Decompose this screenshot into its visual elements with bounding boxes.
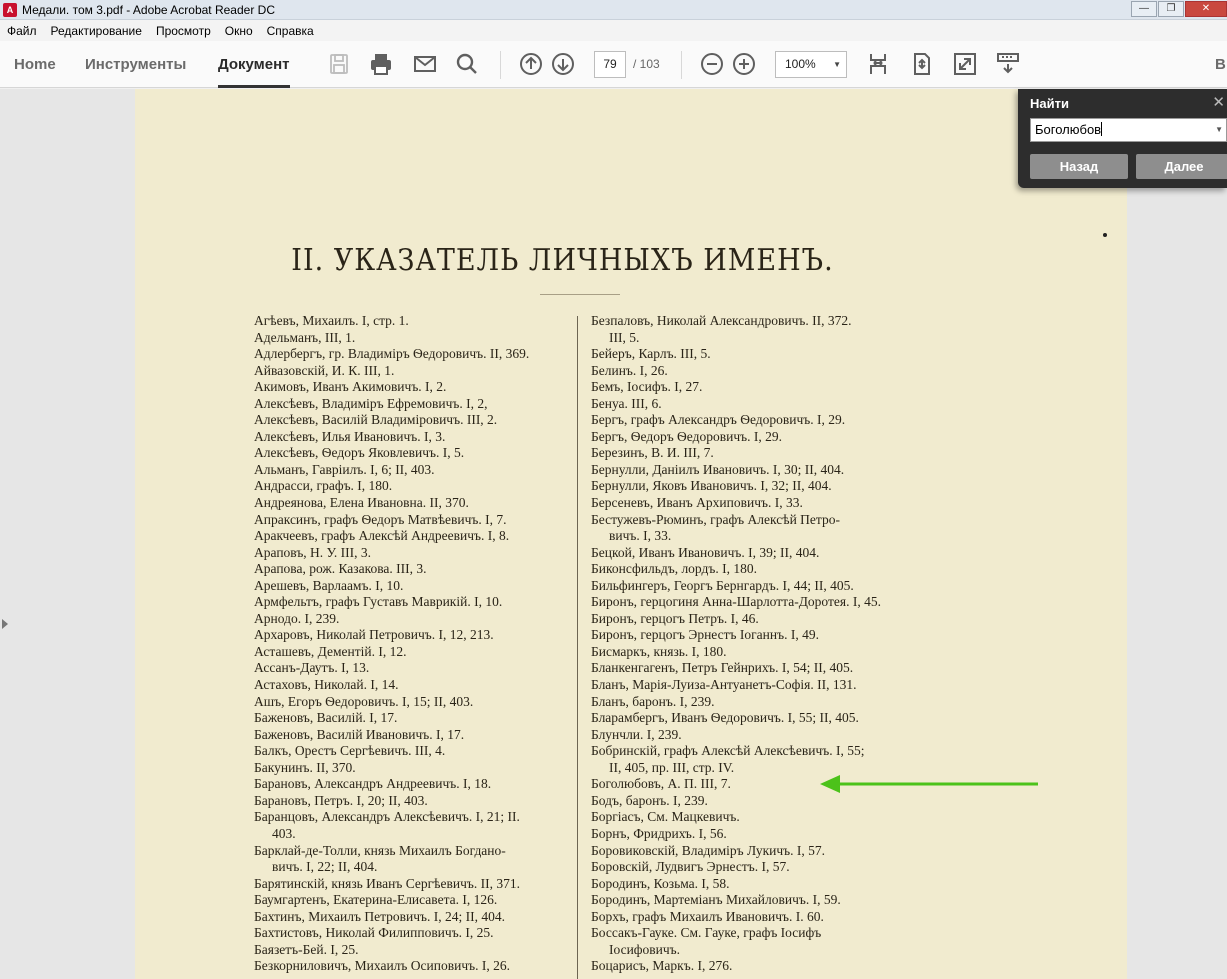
index-entry: Арапова, рож. Казакова. III, 3. bbox=[254, 561, 427, 577]
index-entry: Безкорниловичъ, Михаилъ Осиповичъ. I, 26. bbox=[254, 958, 510, 974]
index-entry: II, 405, пр. III, стр. IV. bbox=[609, 759, 735, 775]
index-entry: Ашъ, Егоръ Ѳедоровичъ. I, 15; II, 403. bbox=[254, 693, 474, 709]
index-entry: вичъ. I, 22; II, 404. bbox=[272, 859, 378, 875]
chevron-down-icon[interactable]: ▼ bbox=[1215, 125, 1223, 134]
title-bar bbox=[0, 0, 1227, 20]
index-entry: Бахтистовъ, Николай Филипповичъ. I, 25. bbox=[254, 925, 494, 941]
index-entry: Бланъ, Марія-Луиза-Антуанетъ-Софія. II, 131. bbox=[591, 677, 857, 693]
index-entry: Безпаловъ, Николай Александровичъ. II, 372. bbox=[591, 313, 852, 328]
index-entry: Боровскій, Лудвигъ Эрнестъ. I, 57. bbox=[591, 859, 790, 875]
index-entry: вичъ. I, 33. bbox=[609, 528, 672, 544]
text-cursor bbox=[1101, 122, 1102, 136]
search-icon[interactable] bbox=[455, 52, 479, 76]
index-entry: Альманъ, Гавріилъ. I, 6; II, 403. bbox=[254, 461, 435, 477]
index-entry: Боргіасъ, См. Мацкевичъ. bbox=[591, 809, 740, 825]
index-entry: Биронъ, герцогиня Анна-Шарлотта-Доротея. I, 45. bbox=[591, 594, 881, 610]
index-entry: Бейеръ, Карлъ. III, 5. bbox=[591, 346, 711, 362]
index-entry: Бисмаркъ, князь. I, 180. bbox=[591, 643, 727, 659]
index-heading: II. УКАЗАТЕЛЬ ЛИЧНЫХЪ ИМЕНЪ. bbox=[291, 243, 834, 278]
tab-home[interactable]: Home bbox=[14, 56, 56, 73]
index-entry: Березинъ, В. И. III, 7. bbox=[591, 445, 714, 461]
index-entry: Борхъ, графъ Михаилъ Ивановичъ. I. 60. bbox=[591, 908, 824, 924]
index-entry: Бларамбергъ, Иванъ Ѳедоровичъ. I, 55; II, 405. bbox=[591, 710, 859, 726]
index-entry: Боцарисъ, Маркъ. I, 276. bbox=[591, 958, 733, 974]
zoom-value: 100% bbox=[785, 57, 816, 71]
close-icon[interactable]: ✕ bbox=[1212, 94, 1225, 111]
index-entry: Алексѣевъ, Владиміръ Ефремовичъ. I, 2, bbox=[254, 395, 488, 411]
find-query: Боголюбов bbox=[1035, 122, 1102, 137]
index-entry: Акимовъ, Иванъ Акимовичъ. I, 2. bbox=[254, 379, 447, 395]
index-entry: Бланъ, баронъ. I, 239. bbox=[591, 693, 715, 709]
index-entry: Бородинъ, Козьма. I, 58. bbox=[591, 875, 730, 891]
tab-document[interactable]: Документ bbox=[218, 41, 290, 88]
find-previous-button[interactable]: Назад bbox=[1030, 154, 1128, 179]
zoom-select[interactable] bbox=[775, 51, 847, 78]
toolbar-separator bbox=[681, 51, 682, 79]
index-entry: Ассанъ-Даутъ. I, 13. bbox=[254, 660, 370, 676]
index-entry: Бодъ, баронъ. I, 239. bbox=[591, 792, 708, 808]
index-entry: Араповъ, Н. У. III, 3. bbox=[254, 544, 372, 560]
index-entry: Боссакъ-Гауке. См. Гауке, графъ Іосифъ bbox=[591, 925, 822, 941]
index-entry: Биронъ, герцогъ Петръ. I, 46. bbox=[591, 610, 759, 626]
tab-tools[interactable]: Инструменты bbox=[85, 56, 187, 73]
find-input[interactable] bbox=[1030, 118, 1227, 142]
menu-bar bbox=[0, 20, 1227, 41]
index-entry: Белинъ. I, 26. bbox=[591, 362, 668, 378]
close-window-button[interactable]: ✕ bbox=[1185, 1, 1227, 17]
minimize-button[interactable]: — bbox=[1131, 1, 1157, 17]
index-entry: Бахтинъ, Михаилъ Петровичъ. I, 24; II, 404. bbox=[254, 908, 506, 924]
pdf-icon: A bbox=[3, 3, 17, 17]
index-entry: III, 5. bbox=[609, 329, 640, 345]
index-entry: Алексѣевъ, Ѳедоръ Яковлевичъ. I, 5. bbox=[254, 445, 465, 461]
index-entry: Биронъ, герцогъ Эрнестъ Іоганнъ. I, 49. bbox=[591, 627, 819, 643]
find-next-button[interactable]: Далее bbox=[1136, 154, 1227, 179]
index-entry: Бенуа. III, 6. bbox=[591, 395, 662, 411]
page-speck bbox=[1103, 233, 1107, 237]
left-panel-toggle-icon[interactable] bbox=[2, 619, 8, 629]
save-icon[interactable] bbox=[327, 52, 351, 76]
index-entry: Барановъ, Петръ. I, 20; II, 403. bbox=[254, 792, 428, 808]
column-divider bbox=[577, 316, 578, 979]
index-entry: Баженовъ, Василій Ивановичъ. I, 17. bbox=[254, 726, 465, 742]
find-panel bbox=[1018, 89, 1227, 188]
toolbar-overflow-label[interactable]: В bbox=[1215, 56, 1226, 73]
zoom-in-icon[interactable] bbox=[732, 52, 756, 76]
menu-edit[interactable]: Редактирование bbox=[50, 23, 142, 38]
index-entry: Аракчеевъ, графъ Алексѣй Андреевичъ. I, 8. bbox=[254, 528, 510, 544]
fit-page-icon[interactable] bbox=[910, 52, 934, 76]
index-entry: Адлербергъ, гр. Владиміръ Ѳедоровичъ. II, 369. bbox=[254, 346, 530, 362]
chevron-down-icon: ▼ bbox=[833, 60, 841, 69]
page-number-input[interactable]: 79 bbox=[594, 51, 626, 78]
menu-view[interactable]: Просмотр bbox=[155, 23, 211, 38]
index-entry: Арнодо. I, 239. bbox=[254, 610, 340, 626]
mail-icon[interactable] bbox=[413, 52, 437, 76]
index-entry: Астаховъ, Николай. I, 14. bbox=[254, 677, 399, 693]
index-entry: Бакунинъ. II, 370. bbox=[254, 759, 356, 775]
index-entry: Барановъ, Александръ Андреевичъ. I, 18. bbox=[254, 776, 492, 792]
index-entry: Асташевъ, Дементій. I, 12. bbox=[254, 643, 407, 659]
index-entry: 403. bbox=[272, 825, 296, 841]
page-up-icon[interactable] bbox=[519, 52, 543, 76]
index-entry: Баранцовъ, Александръ Алексѣевичъ. I, 21; II. bbox=[254, 809, 520, 825]
index-entry: Боголюбовъ, А. П. III, 7. bbox=[591, 776, 731, 792]
index-entry: Балкъ, Орестъ Сергѣевичъ. III, 4. bbox=[254, 743, 446, 759]
index-entry: Борнъ, Фридрихъ. I, 56. bbox=[591, 825, 727, 841]
index-entry: Бемъ, Іосифъ. I, 27. bbox=[591, 379, 703, 395]
index-entry: Баженовъ, Василій. I, 17. bbox=[254, 710, 398, 726]
index-entry: Апраксинъ, графъ Ѳедоръ Матвѣевичъ. I, 7. bbox=[254, 511, 507, 527]
index-entry: Бланкенгагенъ, Петръ Гейнрихъ. I, 54; II, 405. bbox=[591, 660, 854, 676]
index-entry: Алексѣевъ, Илья Ивановичъ. I, 3. bbox=[254, 428, 446, 444]
index-entry: Алексѣевъ, Василій Владиміровичъ. III, 2. bbox=[254, 412, 498, 428]
index-entry: Адельманъ, III, 1. bbox=[254, 329, 356, 345]
fit-width-icon[interactable] bbox=[866, 52, 890, 76]
menu-file[interactable]: Файл bbox=[7, 23, 37, 38]
index-entry: Бергъ, графъ Александръ Ѳедоровичъ. I, 29. bbox=[591, 412, 846, 428]
index-entry: Андреянова, Елена Ивановна. II, 370. bbox=[254, 495, 469, 511]
zoom-out-icon[interactable] bbox=[700, 52, 724, 76]
page-down-icon[interactable] bbox=[551, 52, 575, 76]
menu-window[interactable]: Окно bbox=[224, 23, 253, 38]
green-arrow-annotation bbox=[820, 774, 1040, 794]
heading-rule bbox=[540, 294, 620, 295]
window-controls bbox=[1130, 1, 1227, 17]
toolbar-separator bbox=[500, 51, 501, 79]
index-entry: Бернулли, Яковъ Ивановичъ. I, 32; II, 404. bbox=[591, 478, 832, 494]
find-title: Найти bbox=[1030, 96, 1069, 111]
print-icon[interactable] bbox=[369, 52, 393, 76]
index-entry: Бестужевъ-Рюминъ, графъ Алексѣй Петро- bbox=[591, 511, 840, 527]
fullscreen-icon[interactable] bbox=[953, 52, 977, 76]
left-index-column bbox=[254, 313, 529, 975]
index-entry: Архаровъ, Николай Петровичъ. I, 12, 213. bbox=[254, 627, 494, 643]
right-index-column bbox=[591, 313, 881, 975]
page-total: / 103 bbox=[633, 57, 660, 71]
index-entry: Бильфингеръ, Георгъ Бернгардъ. I, 44; II, 405. bbox=[591, 577, 854, 593]
index-entry: Андрасси, графъ. I, 180. bbox=[254, 478, 393, 494]
index-entry: Биконсфильдъ, лордъ. I, 180. bbox=[591, 561, 757, 577]
index-entry: Блунчли. I, 239. bbox=[591, 726, 682, 742]
index-entry: Армфельтъ, графъ Густавъ Маврикій. I, 10. bbox=[254, 594, 503, 610]
index-entry: Берсеневъ, Иванъ Архиповичъ. I, 33. bbox=[591, 495, 803, 511]
index-entry: Барклай-де-Толли, князь Михаилъ Богдано- bbox=[254, 842, 506, 858]
index-entry: Арешевъ, Варлаамъ. I, 10. bbox=[254, 577, 404, 593]
index-entry: Бергъ, Ѳедоръ Ѳедоровичъ. I, 29. bbox=[591, 428, 782, 444]
index-entry: Бородинъ, Мартеміанъ Михайловичъ. I, 59. bbox=[591, 892, 841, 908]
index-entry: Бецкой, Иванъ Ивановичъ. I, 39; II, 404. bbox=[591, 544, 820, 560]
index-entry: Боровиковскій, Владиміръ Лукичъ. I, 57. bbox=[591, 842, 826, 858]
index-entry: Агѣевъ, Михаилъ. I, стр. 1. bbox=[254, 313, 409, 328]
index-entry: Бобринскій, графъ Алексѣй Алексѣевичъ. I, 55; bbox=[591, 743, 865, 759]
maximize-button[interactable]: ❐ bbox=[1158, 1, 1184, 17]
index-entry: Баязетъ-Бей. I, 25. bbox=[254, 941, 359, 957]
menu-help[interactable]: Справка bbox=[266, 23, 314, 38]
read-mode-icon[interactable] bbox=[996, 52, 1020, 76]
window-title: Медали. том 3.pdf - Adobe Acrobat Reader DC bbox=[22, 2, 275, 17]
index-entry: Іосифовичъ. bbox=[609, 941, 681, 957]
index-entry: Баумгартенъ, Екатерина-Елисавета. I, 126. bbox=[254, 892, 498, 908]
index-entry: Айвазовскій, И. К. III, 1. bbox=[254, 362, 395, 378]
index-entry: Бернулли, Даніилъ Ивановичъ. I, 30; II, 404. bbox=[591, 461, 845, 477]
index-entry: Барятинскій, князь Иванъ Сергѣевичъ. II, 371. bbox=[254, 875, 520, 891]
